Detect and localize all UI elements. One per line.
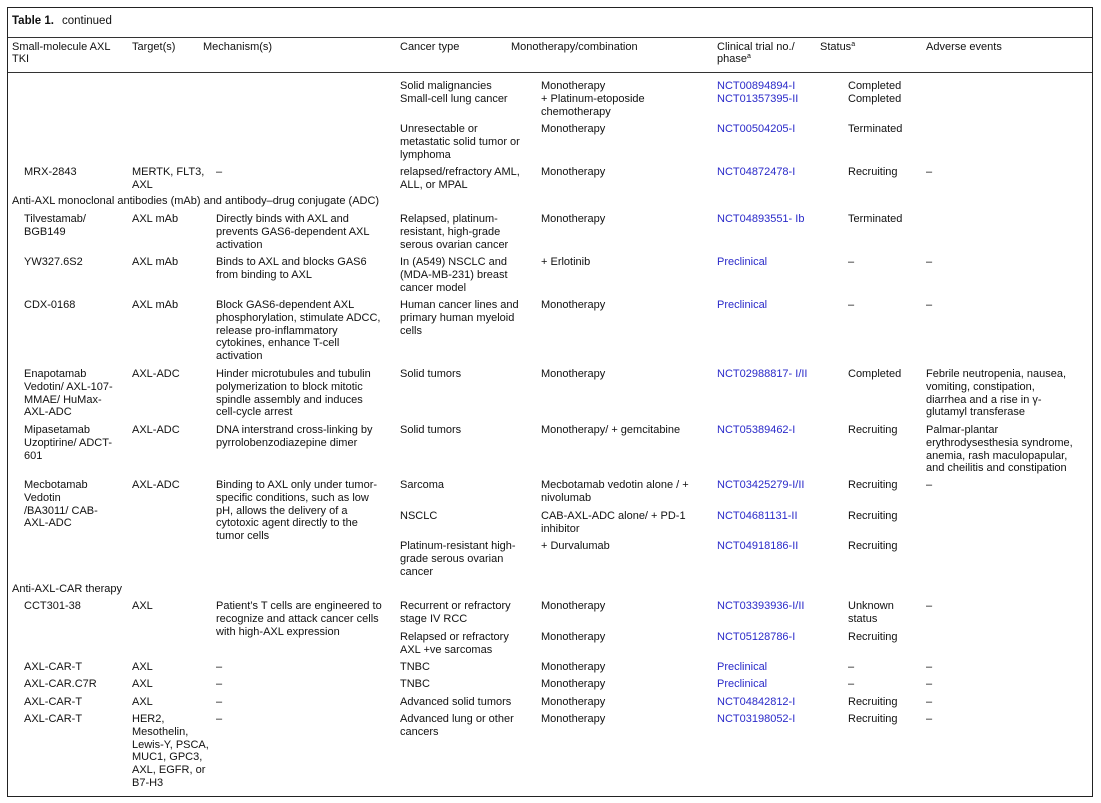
cell-status: Recruiting [848,424,898,436]
cell-trial[interactable]: NCT05128786-I [717,631,796,643]
cell-adverse: – [926,600,933,612]
cell-trial[interactable]: NCT04872478-I [717,166,796,178]
caption-label: Table 1. [12,15,54,27]
cell-therapy: + Durvalumab [541,540,610,552]
cell-status: Completed [848,80,902,92]
header-therapy: Monotherapy/combination [511,41,638,53]
cell-therapy: Monotherapy [541,368,606,380]
cell-status: Completed [848,368,902,380]
cell-cancer: Relapsed or refractory AXL +ve sarcomas [400,631,509,656]
cell-mechanism: Binds to AXL and blocks GAS6 from binding to AXL [216,256,367,281]
cell-adverse: Palmar-plantar erythrodysesthesia syndrome, anemia, rash maculopapular, and cheilitis and constipation [926,424,1073,475]
cell-target: AXL mAb [132,299,179,311]
header-status-sup: a [851,41,856,48]
cell-mechanism: Block GAS6-dependent AXL phosphorylation, stimulate ADCC, release pro-inflammatory cytokines, enhance T-cell activation [216,299,381,363]
cell-therapy: Monotherapy [541,299,606,311]
section-label-mab-adc: Anti-AXL monoclonal antibodies (mAb) and antibody–drug conjugate (ADC) [12,195,380,207]
cell-target: AXL [132,600,153,612]
cell-trial[interactable]: NCT04681131-II [717,510,798,522]
header-target: Target(s) [132,41,176,53]
cell-cancer: Small-cell lung cancer [400,93,508,105]
cell-mechanism: – [216,661,223,673]
cell-status: – [848,661,855,673]
cell-therapy: Monotherapy [541,678,606,690]
cell-status: Recruiting [848,631,898,643]
cell-mechanism: – [216,166,223,178]
header-trial [717,41,795,65]
cell-mechanism: – [216,696,223,708]
cell-cancer: Advanced solid tumors [400,696,512,708]
cell-therapy: Monotherapy [541,696,606,708]
cell-target: AXL [132,661,153,673]
cell-status: Recruiting [848,696,898,708]
header-mechanism: Mechanism(s) [203,41,273,53]
cell-trial[interactable]: NCT03393936-I/II [717,600,805,612]
cell-trial[interactable]: NCT05389462-I [717,424,796,436]
cell-mechanism: Hinder microtubules and tubulin polymerization to block mitotic spindle assembly and induces cell-cycle arrest [216,368,371,419]
cell-name: CDX-0168 [24,299,76,311]
cell-therapy: Monotherapy [541,80,606,92]
cell-therapy: Monotherapy [541,600,606,612]
cell-trial[interactable]: Preclinical [717,256,768,268]
cell-therapy: Monotherapy [541,213,606,225]
cell-therapy: Monotherapy [541,123,606,135]
cell-cancer: In (A549) NSCLC and (MDA-MB-231) breast cancer model [400,256,508,294]
cell-trial[interactable]: NCT01357395-II [717,93,799,105]
cell-name: MRX-2843 [24,166,77,178]
cell-cancer: Human cancer lines and primary human myeloid cells [400,299,519,337]
cell-adverse: – [926,661,933,673]
cell-status: Recruiting [848,479,898,491]
cell-status: Terminated [848,213,903,225]
header-trial-sup: a [746,53,751,60]
cell-trial[interactable]: NCT04893551- Ib [717,213,805,225]
cell-name: Mecbotamab Vedotin /BA3011/ CAB- AXL-ADC [24,479,98,530]
cell-therapy: Mecbotamab vedotin alone / + nivolumab [541,479,689,504]
cell-cancer: TNBC [400,678,430,690]
cell-adverse: – [926,713,933,725]
cell-cancer: Recurrent or refractory stage IV RCC [400,600,511,625]
cell-target: AXL-ADC [132,479,180,491]
cell-therapy: + Platinum-etoposide chemotherapy [541,93,645,118]
cell-therapy: + Erlotinib [541,256,591,268]
cell-therapy: Monotherapy [541,661,606,673]
cell-name: Tilvestamab/ BGB149 [24,213,86,238]
header-status [820,41,855,53]
cell-trial[interactable]: NCT02988817- I/II [717,368,808,380]
cell-name: YW327.6S2 [24,256,83,268]
cell-trial[interactable]: Preclinical [717,299,768,311]
cell-adverse: – [926,299,933,311]
cell-name: AXL-CAR-T [24,696,83,708]
caption-note: continued [61,15,112,27]
cell-target: AXL-ADC [132,424,180,436]
cell-trial[interactable]: Preclinical [717,678,768,690]
cell-status: Unknown status [848,600,894,625]
cell-status: Recruiting [848,166,898,178]
cell-cancer: Solid malignancies [400,80,492,92]
table-caption [12,15,112,27]
cell-therapy: Monotherapy [541,713,606,725]
cell-status: – [848,678,855,690]
header-bottom-rule [8,72,1092,73]
cell-mechanism: – [216,678,223,690]
cell-therapy: Monotherapy [541,631,606,643]
cell-name: AXL-CAR-T [24,713,83,725]
table-frame [7,7,1093,797]
cell-adverse: – [926,256,933,268]
cell-target: AXL mAb [132,256,179,268]
cell-trial[interactable]: NCT03425279-I/II [717,479,805,491]
cell-trial[interactable]: NCT00894894-I [717,80,796,92]
cell-adverse: – [926,678,933,690]
cell-cancer: Platinum-resistant high- grade serous ovarian cancer [400,540,516,578]
section-label-car-t: Anti-AXL-CAR therapy [12,583,123,595]
cell-cancer: Relapsed, platinum- resistant, high-grade serous ovarian cancer [400,213,509,251]
cell-name: Mipasetamab Uzoptirine/ ADCT- 601 [24,424,113,462]
cell-therapy: CAB-AXL-ADC alone/ + PD-1 inhibitor [541,510,686,535]
cell-target: HER2, Mesothelin, Lewis-Y, PSCA, MUC1, GPC3, AXL, EGFR, or B7-H3 [132,713,209,789]
header-status-text: Status [820,41,852,53]
cell-trial[interactable]: NCT04842812-I [717,696,796,708]
cell-target: AXL [132,678,153,690]
cell-name: AXL-CAR.C7R [24,678,97,690]
cell-trial[interactable]: NCT00504205-I [717,123,796,135]
cell-cancer: Unresectable or metastatic solid tumor or lymphoma [400,123,520,161]
cell-status: Completed [848,93,902,105]
cell-name: CCT301-38 [24,600,81,612]
header-adverse: Adverse events [926,41,1002,53]
cell-name: AXL-CAR-T [24,661,83,673]
cell-cancer: relapsed/refractory AML, ALL, or MPAL [400,166,520,191]
cell-status: – [848,256,855,268]
header-trial-text: Clinical trial no./ phase [717,41,795,65]
cell-adverse: Febrile neutropenia, nausea, vomiting, constipation, diarrhea and a rise in γ- glutamyl transferase [926,368,1067,419]
cell-cancer: TNBC [400,661,430,673]
cell-target: AXL [132,696,153,708]
header-cancer-type: Cancer type [400,41,460,53]
cell-cancer: Solid tumors [400,368,462,380]
cell-status: Recruiting [848,713,898,725]
cell-therapy: Monotherapy/ + gemcitabine [541,424,681,436]
cell-cancer: NSCLC [400,510,438,522]
cell-status: – [848,299,855,311]
cell-adverse: – [926,166,933,178]
header-top-rule [8,37,1092,38]
cell-cancer: Advanced lung or other cancers [400,713,514,738]
cell-mechanism: – [216,713,223,725]
cell-cancer: Sarcoma [400,479,445,491]
cell-status: Recruiting [848,510,898,522]
cell-trial[interactable]: NCT04918186-II [717,540,799,552]
cell-status: Recruiting [848,540,898,552]
cell-status: Terminated [848,123,903,135]
cell-mechanism: Patient’s T cells are engineered to recognize and attack cancer cells with high-AXL expression [216,600,382,638]
cell-target: MERTK, FLT3, AXL [132,166,205,191]
cell-adverse: – [926,696,933,708]
cell-mechanism: Directly binds with AXL and prevents GAS6-dependent AXL activation [216,213,370,251]
cell-trial[interactable]: NCT03198052-I [717,713,796,725]
cell-cancer: Solid tumors [400,424,462,436]
cell-target: AXL-ADC [132,368,180,380]
cell-trial[interactable]: Preclinical [717,661,768,673]
cell-mechanism: Binding to AXL only under tumor- specific conditions, such as low pH, allows the delivery of a cytotoxic agent directly to the tumor cells [216,479,378,543]
cell-target: AXL mAb [132,213,179,225]
cell-mechanism: DNA interstrand cross-linking by pyrrolobenzodiazepine dimer [216,424,373,449]
cell-adverse: – [926,479,933,491]
header-tki: Small-molecule AXL TKI [12,41,111,65]
cell-name: Enapotamab Vedotin/ AXL-107- MMAE/ HuMax- AXL-ADC [24,368,113,419]
cell-therapy: Monotherapy [541,166,606,178]
